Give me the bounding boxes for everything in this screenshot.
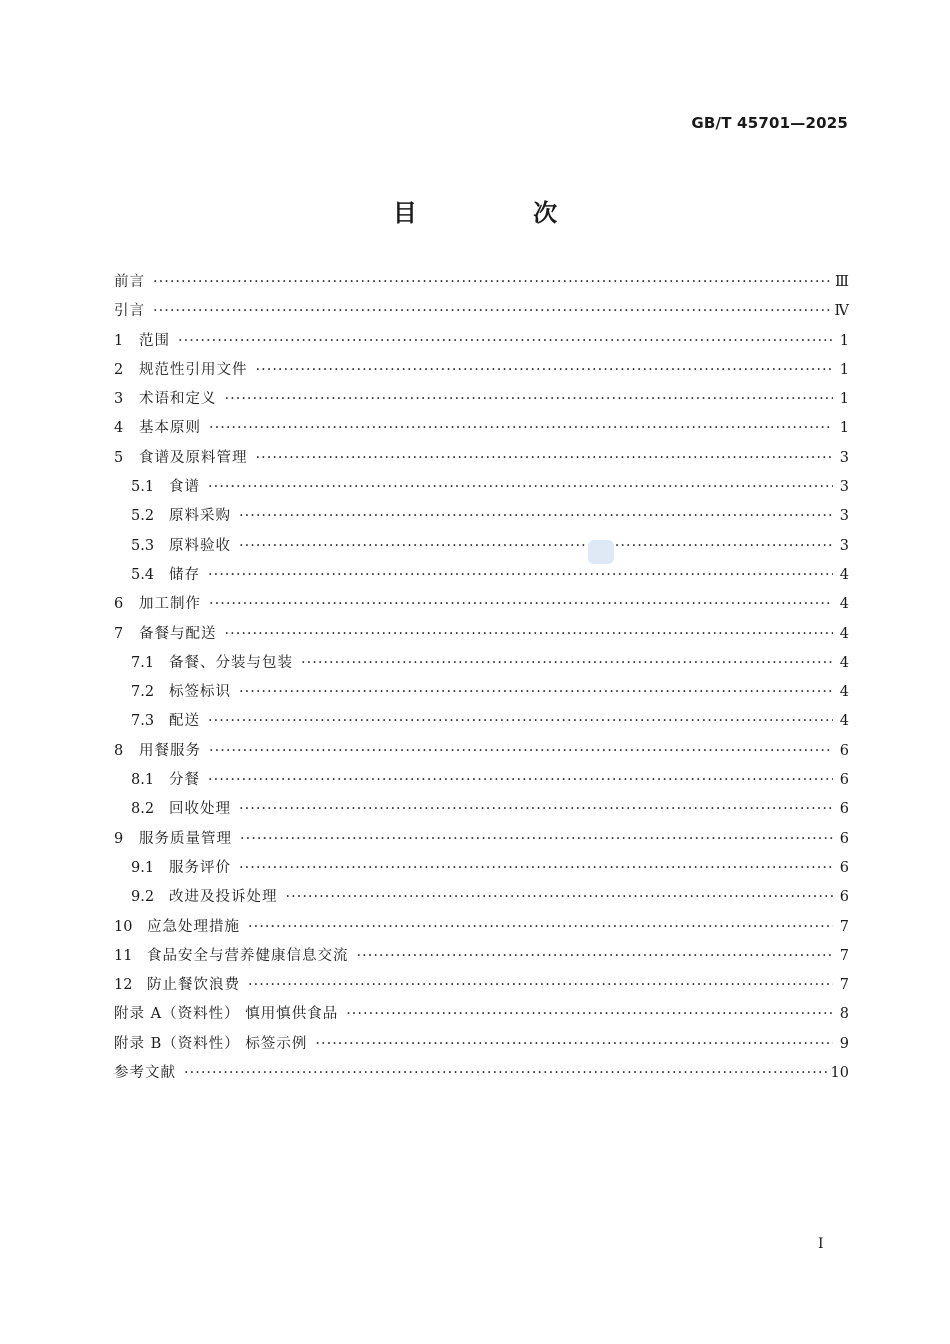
toc-entry-number: 8 (114, 742, 124, 759)
toc-entry[interactable] (114, 944, 849, 973)
toc-entry-label: 原料验收 (169, 537, 231, 554)
toc-entry-page: 7 (839, 918, 849, 935)
toc-entry-number: 7.1 (131, 654, 155, 671)
toc-entry-page: 1 (839, 332, 849, 349)
toc-entry-label: 改进及投诉处理 (169, 889, 278, 906)
watermark-logo-icon (588, 540, 614, 564)
toc-entry-number: 5 (114, 449, 124, 466)
toc-dot-leader (209, 743, 833, 759)
toc-entry-page: 9 (839, 1035, 849, 1052)
toc-entry-page: 4 (839, 596, 849, 613)
toc-entry-page: 6 (839, 772, 849, 789)
toc-entry[interactable] (114, 885, 849, 914)
toc-entry-number: 2 (114, 361, 124, 378)
toc-entry-number: 10 (114, 918, 133, 935)
toc-entry-page: 3 (839, 449, 849, 466)
toc-entry[interactable] (114, 739, 849, 768)
toc-entry[interactable] (114, 1032, 849, 1061)
toc-entry[interactable] (114, 1002, 849, 1031)
toc-entry-number: 5.3 (131, 537, 155, 554)
toc-entry-page: 3 (839, 479, 849, 496)
toc-entry-label: 食品安全与营养健康信息交流 (147, 947, 349, 964)
toc-dot-leader (239, 538, 833, 554)
toc-dot-leader (178, 333, 833, 349)
toc-entry-number: 7 (114, 625, 124, 642)
toc-entry-label: 备餐、分装与包装 (169, 654, 293, 671)
toc-dot-leader (208, 567, 833, 583)
toc-dot-leader (239, 508, 833, 524)
toc-entry-number: 9.1 (131, 859, 155, 876)
toc-entry-page: 4 (839, 566, 849, 583)
toc-entry-label: 参考文献 (114, 1065, 176, 1082)
toc-entry-page: 6 (839, 801, 849, 818)
toc-entry-label: 术语和定义 (139, 391, 217, 408)
toc-entry-page: 4 (839, 713, 849, 730)
toc-dot-leader (248, 977, 833, 993)
toc-entry-page: 6 (839, 830, 849, 847)
toc-dot-leader (315, 1036, 833, 1052)
table-of-contents (114, 270, 849, 1090)
toc-entry[interactable] (114, 768, 849, 797)
toc-dot-leader (346, 1006, 833, 1022)
toc-dot-leader (225, 391, 834, 407)
toc-entry[interactable] (114, 827, 849, 856)
toc-entry-page: Ⅳ (834, 303, 849, 320)
toc-entry-label: 配送 (169, 713, 200, 730)
toc-entry[interactable] (114, 1061, 849, 1090)
toc-entry-page: 8 (839, 1006, 849, 1023)
toc-entry[interactable] (114, 299, 849, 328)
toc-dot-leader (286, 889, 834, 905)
toc-entry-label: 食谱及原料管理 (139, 449, 248, 466)
toc-entry-label: 服务评价 (169, 859, 231, 876)
toc-dot-leader (153, 274, 831, 290)
toc-dot-leader (208, 713, 833, 729)
toc-dot-leader (208, 479, 833, 495)
toc-entry[interactable] (114, 387, 849, 416)
toc-entry-number: 5.2 (131, 508, 155, 525)
toc-entry-page: 6 (839, 889, 849, 906)
toc-dot-leader (256, 450, 834, 466)
toc-entry-label: 附录 B（资料性） 标签示例 (114, 1035, 308, 1052)
toc-entry-label: 食谱 (169, 479, 200, 496)
toc-entry-number: 8.2 (131, 801, 155, 818)
toc-entry[interactable] (114, 651, 849, 680)
toc-dot-leader (357, 948, 834, 964)
toc-dot-leader (209, 420, 833, 436)
toc-entry-label: 回收处理 (169, 801, 231, 818)
toc-entry[interactable] (114, 358, 849, 387)
toc-dot-leader (184, 1065, 827, 1081)
toc-entry-number: 1 (114, 332, 124, 349)
toc-entry[interactable] (114, 622, 849, 651)
toc-entry-page: 10 (830, 1065, 849, 1082)
toc-entry-label: 储存 (169, 566, 200, 583)
toc-entry-number: 5.4 (131, 566, 155, 583)
toc-entry[interactable] (114, 534, 849, 563)
toc-entry-label: 标签标识 (169, 684, 231, 701)
toc-entry[interactable] (114, 856, 849, 885)
toc-dot-leader (240, 831, 833, 847)
toc-dot-leader (153, 303, 831, 319)
toc-entry[interactable] (114, 329, 849, 358)
toc-entry-number: 6 (114, 596, 124, 613)
toc-entry-number: 4 (114, 420, 124, 437)
toc-entry-page: 4 (839, 625, 849, 642)
toc-dot-leader (256, 362, 834, 378)
toc-entry[interactable] (114, 709, 849, 738)
toc-entry[interactable] (114, 475, 849, 504)
toc-entry[interactable] (114, 973, 849, 1002)
toc-dot-leader (301, 655, 833, 671)
toc-entry-page: 6 (839, 859, 849, 876)
toc-entry[interactable] (114, 592, 849, 621)
toc-entry-label: 分餐 (169, 772, 200, 789)
toc-entry-number: 7.2 (131, 684, 155, 701)
toc-entry-page: Ⅲ (835, 274, 849, 290)
toc-dot-leader (225, 626, 834, 642)
toc-entry-label: 原料采购 (169, 508, 231, 525)
toc-entry-page: 3 (839, 537, 849, 554)
toc-entry-page: 3 (839, 508, 849, 525)
toc-entry-page: 4 (839, 654, 849, 671)
toc-entry[interactable] (114, 680, 849, 709)
toc-dot-leader (248, 919, 833, 935)
toc-dot-leader (239, 860, 833, 876)
toc-entry-label: 前言 (114, 274, 145, 290)
toc-entry[interactable] (114, 416, 849, 445)
toc-entry[interactable] (114, 446, 849, 475)
toc-dot-leader (208, 772, 833, 788)
footer-page-number: I (818, 1236, 824, 1252)
toc-entry-number: 3 (114, 391, 124, 408)
toc-entry-page: 7 (839, 977, 849, 994)
toc-entry[interactable] (114, 270, 849, 299)
toc-entry-number: 12 (114, 977, 133, 994)
toc-entry-label: 规范性引用文件 (139, 361, 248, 378)
toc-entry-label: 备餐与配送 (139, 625, 217, 642)
toc-entry[interactable] (114, 915, 849, 944)
toc-entry-page: 1 (839, 420, 849, 437)
toc-entry-page: 1 (839, 361, 849, 378)
toc-entry[interactable] (114, 563, 849, 592)
toc-entry-page: 7 (839, 947, 849, 964)
toc-entry-label: 应急处理措施 (147, 918, 240, 935)
toc-entry-number: 7.3 (131, 713, 155, 730)
toc-entry[interactable] (114, 504, 849, 533)
toc-entry-label: 加工制作 (139, 596, 201, 613)
toc-entry-label: 基本原则 (139, 420, 201, 437)
toc-entry[interactable] (114, 797, 849, 826)
toc-entry-number: 8.1 (131, 772, 155, 789)
toc-entry-number: 5.1 (131, 479, 155, 496)
toc-entry-number: 11 (114, 947, 133, 964)
toc-entry-number: 9 (114, 830, 124, 847)
toc-entry-page: 4 (839, 684, 849, 701)
toc-dot-leader (239, 684, 833, 700)
toc-entry-label: 范围 (139, 332, 170, 349)
toc-entry-label: 防止餐饮浪费 (147, 977, 240, 994)
toc-entry-label: 用餐服务 (139, 742, 201, 759)
toc-dot-leader (209, 596, 833, 612)
toc-dot-leader (239, 801, 833, 817)
toc-entry-label: 引言 (114, 303, 145, 320)
toc-entry-label: 服务质量管理 (139, 830, 232, 847)
page-title: 目 次 (392, 199, 612, 227)
toc-entry-number: 9.2 (131, 889, 155, 906)
toc-entry-page: 1 (839, 391, 849, 408)
toc-entry-page: 6 (839, 742, 849, 759)
toc-entry-label: 附录 A（资料性） 慎用慎供食品 (114, 1006, 339, 1023)
standard-code: GB/T 45701—2025 (691, 114, 848, 132)
